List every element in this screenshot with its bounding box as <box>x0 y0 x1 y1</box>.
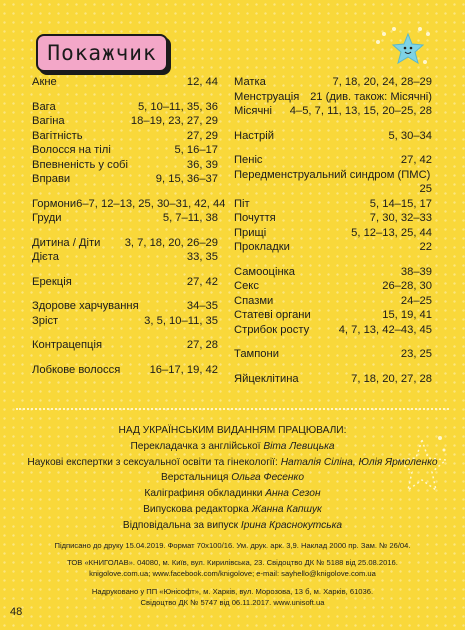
index-pages: 24–25 <box>400 294 432 307</box>
index-term: Яйцеклітина <box>234 372 299 385</box>
index-entry <box>234 129 432 144</box>
index-title <box>36 34 168 72</box>
index-gap <box>234 362 432 372</box>
index-entry <box>234 226 432 241</box>
index-pages: 4, 7, 13, 42–43, 45 <box>338 323 432 336</box>
index-term: Контрацепція <box>32 339 102 351</box>
index-entry <box>234 168 432 197</box>
index-pages: 22 <box>419 241 432 253</box>
index-term: Пеніс <box>234 154 263 166</box>
index-gap <box>32 265 218 275</box>
index-term: Впевненість у собі <box>32 158 128 171</box>
credit-line <box>0 518 465 534</box>
index-pages: 5, 10–11, 35, 36 <box>137 100 218 113</box>
credits-block <box>0 423 465 534</box>
star-decoration <box>370 20 440 80</box>
index-term: Акне <box>32 76 57 88</box>
index-gap <box>234 119 432 129</box>
index-entry <box>32 211 218 226</box>
sparkle-dot <box>418 27 422 31</box>
index-gap <box>234 143 432 153</box>
index-entry <box>32 114 218 129</box>
index-term: Менструація <box>234 90 300 103</box>
index-pages: 12, 44 <box>186 76 218 88</box>
imprint-block <box>0 540 465 608</box>
credit-role: Випускова редакторка <box>143 503 249 515</box>
index-entry <box>32 197 226 212</box>
index-pages: 25 <box>419 183 432 195</box>
index-term: Лобкове волосся <box>32 363 121 376</box>
index-pages: 26–28, 30 <box>382 280 432 292</box>
index-entry <box>32 158 218 173</box>
index-term: Статеві органи <box>234 309 311 321</box>
index-entry <box>234 197 432 212</box>
index-term: Тампони <box>234 348 279 360</box>
credit-name: Віта Левицька <box>263 440 335 452</box>
credit-role: Верстальниця <box>160 472 229 484</box>
index-pages: 38–39 <box>400 265 432 278</box>
index-entry <box>32 275 218 290</box>
index-pages: 33, 35 <box>186 251 218 263</box>
index-pages: 3, 5, 10–11, 35 <box>144 314 218 327</box>
credit-role: Відповідальна за випуск <box>122 519 239 531</box>
index-pages: 3, 7, 18, 20, 26–29 <box>124 236 218 249</box>
index-pages: 5, 14–15, 17 <box>369 197 432 210</box>
index-entry <box>32 100 218 115</box>
index-term: Дитина / Діти <box>32 236 101 249</box>
index-term: Передменструальний синдром (ПМС) <box>234 168 431 181</box>
index-pages: 7, 18, 20, 24, 28–29 <box>332 76 432 88</box>
sparkle-dot <box>376 40 380 44</box>
index-term: Місячні <box>234 105 272 117</box>
credit-line <box>0 502 465 518</box>
index-entry <box>234 211 432 226</box>
divider <box>16 408 449 410</box>
credit-name: Ольга Фесенко <box>231 472 304 484</box>
sparkle-dot <box>392 27 396 31</box>
index-gap <box>32 187 218 197</box>
sparkle-dot <box>423 60 427 64</box>
index-term: Спазми <box>234 294 274 307</box>
index-entry <box>234 279 432 294</box>
credit-line <box>0 439 465 455</box>
index-pages: 4–5, 7, 11, 13, 15, 20–25, 28 <box>289 105 432 117</box>
index-pages: 7, 18, 20, 27, 28 <box>351 372 432 385</box>
index-term: Піт <box>234 197 250 210</box>
index-gap <box>32 226 218 236</box>
credit-role: Каліграфиня обкладинки <box>144 488 263 500</box>
index-entry <box>234 347 432 362</box>
index-entry <box>234 265 432 280</box>
index-pages: 5, 7–11, 38 <box>162 212 218 224</box>
credit-line <box>0 470 465 486</box>
index-entry <box>32 75 218 90</box>
index-entry <box>234 75 432 90</box>
index-gap <box>32 328 218 338</box>
credit-line <box>0 455 465 471</box>
credit-role: Перекладачка з англійської <box>130 440 261 452</box>
index-term: Настрій <box>234 129 274 142</box>
index-gap <box>234 255 432 265</box>
index-entry <box>234 90 432 105</box>
index-term: Ерекція <box>32 275 72 288</box>
index-term: Волосся на тілі <box>32 144 111 156</box>
index-term: Матка <box>234 76 266 88</box>
index-entry <box>32 143 218 158</box>
index-term: Вправи <box>32 173 71 185</box>
index-term: Вага <box>32 100 56 113</box>
credit-name: Наталія Сіліна, Юлія Ярмоленко <box>280 456 438 468</box>
index-entry <box>234 372 432 387</box>
index-term: Зріст <box>32 314 59 327</box>
imprint-line: Надруковано у ПП «Юнісофт», м. Харків, вул. Морозова, 13 б, м. Харків, 61036. <box>91 586 374 596</box>
index-entry <box>32 172 218 187</box>
title-text: Покажчик <box>47 41 157 65</box>
index-pages: 23, 25 <box>400 348 432 360</box>
index-entry <box>32 250 218 265</box>
imprint-line: knigolove.com.ua; www.facebook.com/knigolove; e-mail: sayhello@knigolove.com.ua <box>89 569 376 579</box>
index-term: Секс <box>234 280 259 292</box>
imprint-line: ТОВ «КНИГОЛАВ». 04080, м. Київ, вул. Кирилівська, 23. Свідоцтво ДК № 5188 від 25.08.2016. <box>67 558 398 568</box>
index-entry <box>32 338 218 353</box>
index-pages: 9, 15, 36–37 <box>155 173 218 185</box>
index-pages: 7, 30, 32–33 <box>369 212 432 224</box>
index-entry <box>234 294 432 309</box>
index-term: Стрибок росту <box>234 323 310 336</box>
index-gap <box>32 90 218 100</box>
index-pages: 18–19, 23, 27, 29 <box>130 115 218 127</box>
page-number: 48 <box>10 606 23 618</box>
index-pages: 5, 16–17 <box>174 144 218 156</box>
index-entry <box>234 240 432 255</box>
index-term: Дієта <box>32 251 59 263</box>
sparkle-dot <box>426 32 430 36</box>
index-entry <box>32 129 218 144</box>
index-pages: 5, 30–34 <box>388 129 432 142</box>
imprint-line: Свідоцтво ДК № 5747 від 06.11.2017. www.unisoft.ua <box>140 597 325 607</box>
index-entry <box>234 308 432 323</box>
index-right-column <box>234 75 432 386</box>
index-entry <box>234 153 432 168</box>
credit-name: Жанна Капшук <box>251 503 322 515</box>
index-term: Гормони <box>32 197 77 210</box>
index-pages: 5, 12–13, 25, 44 <box>351 226 432 239</box>
index-entry <box>32 236 218 251</box>
imprint-line: Підписано до друку 15.04.2019. Формат 70x100/16. Ум. друк. арк. 3,9. Наклад 2000 пр. Зам. № 26/04. <box>54 541 411 550</box>
index-pages: 27, 42 <box>400 154 432 166</box>
index-term: Самооцінка <box>234 265 295 278</box>
index-gap <box>234 337 432 347</box>
index-pages: 34–35 <box>186 300 218 312</box>
index-pages: 6–7, 12–13, 25, 30–31, 42, 44 <box>76 197 226 210</box>
index-entry <box>234 323 432 338</box>
index-term: Почуття <box>234 212 276 224</box>
credit-role: Наукові експертки з сексуальної освіти та гінекології: <box>27 456 278 468</box>
index-entry <box>32 314 218 329</box>
credit-line <box>0 486 465 502</box>
index-term: Груди <box>32 212 62 224</box>
sparkle-dot <box>382 32 386 36</box>
index-term: Здорове харчування <box>32 300 139 312</box>
index-entry <box>32 363 218 378</box>
index-pages: 15, 19, 41 <box>382 309 432 321</box>
index-entry <box>234 104 432 119</box>
index-pages: 27, 29 <box>186 129 218 142</box>
credit-name: Ірина Краснокутська <box>240 519 343 531</box>
index-pages: 21 (див. також: Місячні) <box>310 90 432 103</box>
index-pages: 27, 42 <box>186 275 218 288</box>
index-term: Вагітність <box>32 129 83 142</box>
credits-heading: НАД УКРАЇНСЬКИМ ВИДАННЯМ ПРАЦЮВАЛИ: <box>118 425 347 436</box>
index-gap <box>32 289 218 299</box>
index-pages: 36, 39 <box>186 158 218 171</box>
index-term: Прокладки <box>234 241 290 253</box>
index-term: Вагіна <box>32 115 65 127</box>
credit-name: Анна Сезон <box>265 488 321 500</box>
index-gap <box>32 353 218 363</box>
index-entry <box>32 299 218 314</box>
index-pages: 27, 28 <box>186 339 218 351</box>
index-left-column <box>32 75 226 377</box>
star-icon <box>393 34 423 63</box>
index-pages: 16–17, 19, 42 <box>149 363 218 376</box>
index-term: Прищі <box>234 226 267 239</box>
